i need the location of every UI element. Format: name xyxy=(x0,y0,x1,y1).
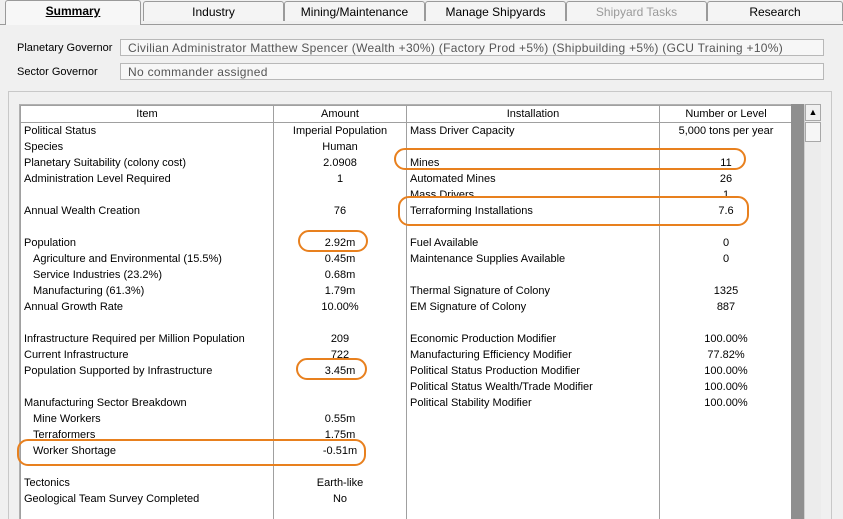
number-cell: 0 xyxy=(660,235,792,251)
table-row[interactable] xyxy=(21,235,792,251)
item-cell: Annual Growth Rate xyxy=(21,299,274,315)
item-cell: Worker Shortage xyxy=(21,443,274,459)
sector-governor-label: Sector Governor xyxy=(17,66,98,78)
item-cell: Planetary Suitability (colony cost) xyxy=(21,155,274,171)
tab-mining-maintenance[interactable]: Mining/Maintenance xyxy=(284,1,425,21)
item-cell xyxy=(21,379,274,395)
item-cell xyxy=(21,315,274,331)
column-header-number-or-level[interactable]: Number or Level xyxy=(660,106,792,123)
installation-cell xyxy=(407,219,660,235)
item-cell: Manufacturing (61.3%) xyxy=(21,283,274,299)
installation-cell: Fuel Available xyxy=(407,235,660,251)
tab-industry[interactable]: Industry xyxy=(143,1,284,21)
number-cell: 1325 xyxy=(660,283,792,299)
installation-cell: Mass Drivers xyxy=(407,187,660,203)
number-cell xyxy=(660,315,792,331)
number-cell xyxy=(660,443,792,459)
installation-cell: Maintenance Supplies Available xyxy=(407,251,660,267)
tab-bar xyxy=(0,0,843,25)
planetary-governor-field[interactable]: Civilian Administrator Matthew Spencer (Wealth +30%) (Factory Prod +5%) (Shipbuilding +5%) (GCU Training +10%) xyxy=(120,39,824,56)
item-cell xyxy=(21,219,274,235)
table-row[interactable] xyxy=(21,251,792,267)
installation-cell: Mines xyxy=(407,155,660,171)
amount-cell: No xyxy=(274,491,407,507)
number-cell xyxy=(660,459,792,475)
number-cell: 7.6 xyxy=(660,203,792,219)
number-cell: 5,000 tons per year xyxy=(660,123,792,140)
table-row[interactable] xyxy=(21,475,792,491)
amount-cell: 2.0908 xyxy=(274,155,407,171)
table-row[interactable] xyxy=(21,507,792,519)
number-cell xyxy=(660,507,792,519)
installation-cell xyxy=(407,475,660,491)
tab-shipyard-tasks: Shipyard Tasks xyxy=(566,1,707,21)
amount-cell xyxy=(274,219,407,235)
table-body xyxy=(21,123,792,519)
table-header-row xyxy=(21,106,792,123)
amount-cell: 0.45m xyxy=(274,251,407,267)
amount-cell: 209 xyxy=(274,331,407,347)
item-cell: Species xyxy=(21,139,274,155)
table-row[interactable] xyxy=(21,459,792,475)
table-row[interactable] xyxy=(21,219,792,235)
installation-cell: Automated Mines xyxy=(407,171,660,187)
column-header-item[interactable]: Item xyxy=(21,106,274,123)
table-row[interactable] xyxy=(21,267,792,283)
installation-cell xyxy=(407,507,660,519)
amount-cell xyxy=(274,187,407,203)
installation-cell: Political Status Production Modifier xyxy=(407,363,660,379)
column-header-installation[interactable]: Installation xyxy=(407,106,660,123)
amount-cell: 1.75m xyxy=(274,427,407,443)
amount-cell: 0.68m xyxy=(274,267,407,283)
item-cell xyxy=(21,459,274,475)
amount-cell: 1.79m xyxy=(274,283,407,299)
table-row[interactable] xyxy=(21,123,792,140)
table-row[interactable] xyxy=(21,379,792,395)
amount-cell: 1 xyxy=(274,171,407,187)
installation-cell xyxy=(407,139,660,155)
installation-cell xyxy=(407,459,660,475)
summary-table xyxy=(20,105,791,519)
item-cell: Administration Level Required xyxy=(21,171,274,187)
planetary-governor-label: Planetary Governor xyxy=(17,42,113,54)
item-cell xyxy=(21,507,274,519)
number-cell xyxy=(660,267,792,283)
amount-cell: 3.45m xyxy=(274,363,407,379)
item-cell: Current Infrastructure xyxy=(21,347,274,363)
installation-cell: Political Stability Modifier xyxy=(407,395,660,411)
item-cell: Agriculture and Environmental (15.5%) xyxy=(21,251,274,267)
number-cell xyxy=(660,139,792,155)
number-cell xyxy=(660,491,792,507)
amount-cell: 10.00% xyxy=(274,299,407,315)
amount-cell: -0.51m xyxy=(274,443,407,459)
vertical-scrollbar[interactable] xyxy=(804,104,821,519)
item-cell: Annual Wealth Creation xyxy=(21,203,274,219)
table-row[interactable] xyxy=(21,283,792,299)
table-row[interactable] xyxy=(21,155,792,171)
item-cell: Mine Workers xyxy=(21,411,274,427)
number-cell xyxy=(660,411,792,427)
installation-cell: Economic Production Modifier xyxy=(407,331,660,347)
amount-cell: Human xyxy=(274,139,407,155)
installation-cell: Manufacturing Efficiency Modifier xyxy=(407,347,660,363)
installation-cell xyxy=(407,315,660,331)
number-cell xyxy=(660,475,792,491)
table-row[interactable] xyxy=(21,139,792,155)
table-row[interactable] xyxy=(21,331,792,347)
column-header-amount[interactable]: Amount xyxy=(274,106,407,123)
installation-cell: Thermal Signature of Colony xyxy=(407,283,660,299)
installation-cell: Terraforming Installations xyxy=(407,203,660,219)
amount-cell xyxy=(274,395,407,411)
sector-governor-field[interactable]: No commander assigned xyxy=(120,63,824,80)
installation-cell xyxy=(407,443,660,459)
item-cell: Manufacturing Sector Breakdown xyxy=(21,395,274,411)
number-cell: 77.82% xyxy=(660,347,792,363)
item-cell: Population xyxy=(21,235,274,251)
item-cell: Geological Team Survey Completed xyxy=(21,491,274,507)
installation-cell xyxy=(407,267,660,283)
table-row[interactable] xyxy=(21,347,792,363)
item-cell: Terraformers xyxy=(21,427,274,443)
installation-cell xyxy=(407,491,660,507)
number-cell: 0 xyxy=(660,251,792,267)
item-cell: Population Supported by Infrastructure xyxy=(21,363,274,379)
table-row[interactable] xyxy=(21,203,792,219)
grid-empty-area xyxy=(791,104,804,519)
tab-research[interactable]: Research xyxy=(707,1,843,21)
amount-cell xyxy=(274,459,407,475)
amount-cell: Earth-like xyxy=(274,475,407,491)
number-cell: 1 xyxy=(660,187,792,203)
number-cell xyxy=(660,427,792,443)
amount-cell xyxy=(274,507,407,519)
amount-cell: 76 xyxy=(274,203,407,219)
number-cell: 100.00% xyxy=(660,363,792,379)
number-cell: 11 xyxy=(660,155,792,171)
installation-cell xyxy=(407,411,660,427)
item-cell: Political Status xyxy=(21,123,274,140)
tab-manage-shipyards[interactable]: Manage Shipyards xyxy=(425,1,566,21)
number-cell: 100.00% xyxy=(660,331,792,347)
installation-cell: EM Signature of Colony xyxy=(407,299,660,315)
table-row[interactable] xyxy=(21,299,792,315)
amount-cell: Imperial Population xyxy=(274,123,407,140)
table-row[interactable] xyxy=(21,411,792,427)
table-row[interactable] xyxy=(21,395,792,411)
item-cell: Tectonics xyxy=(21,475,274,491)
number-cell: 887 xyxy=(660,299,792,315)
amount-cell: 2.92m xyxy=(274,235,407,251)
installation-cell: Political Status Wealth/Trade Modifier xyxy=(407,379,660,395)
item-cell xyxy=(21,187,274,203)
amount-cell xyxy=(274,315,407,331)
table-row[interactable] xyxy=(21,427,792,443)
item-cell: Service Industries (23.2%) xyxy=(21,267,274,283)
table-row[interactable] xyxy=(21,315,792,331)
amount-cell: 0.55m xyxy=(274,411,407,427)
number-cell: 26 xyxy=(660,171,792,187)
table-row[interactable] xyxy=(21,187,792,203)
number-cell: 100.00% xyxy=(660,379,792,395)
table-row[interactable] xyxy=(21,443,792,459)
amount-cell: 722 xyxy=(274,347,407,363)
tab-summary[interactable]: Summary xyxy=(5,0,141,25)
scroll-thumb[interactable] xyxy=(805,122,821,142)
installation-cell: Mass Driver Capacity xyxy=(407,123,660,140)
number-cell xyxy=(660,219,792,235)
table-row[interactable] xyxy=(21,491,792,507)
amount-cell xyxy=(274,379,407,395)
summary-grid xyxy=(19,104,791,519)
table-row[interactable] xyxy=(21,171,792,187)
table-row[interactable] xyxy=(21,363,792,379)
number-cell: 100.00% xyxy=(660,395,792,411)
scroll-up-button[interactable]: ▲ xyxy=(805,104,821,121)
item-cell: Infrastructure Required per Million Population xyxy=(21,331,274,347)
installation-cell xyxy=(407,427,660,443)
